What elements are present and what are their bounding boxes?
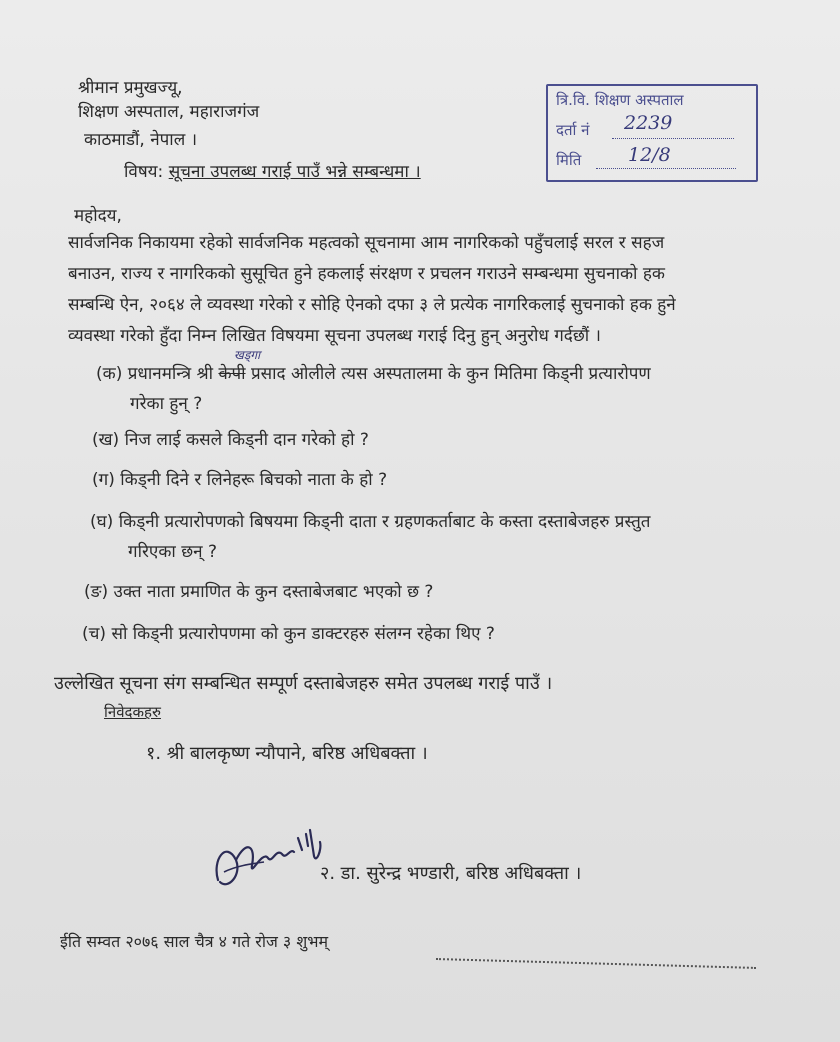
question-gha-label: (घ) <box>90 512 114 532</box>
address-line-3: काठमाडौं, नेपाल । <box>84 130 198 150</box>
question-gha-cont: गरिएका छन् ? <box>128 542 217 562</box>
question-ka-label: (क) <box>96 364 123 384</box>
question-ga <box>92 468 387 492</box>
stamp-miti-label: मिति <box>556 151 582 169</box>
question-nga <box>84 580 433 604</box>
question-ka <box>96 362 651 386</box>
body-line-3: सम्बन्धि ऐन, २०६४ ले व्यवस्था गरेको र सोहि ऐनको दफा ३ ले प्रत्येक नागरिकलाई सुचनाको हक हुने <box>68 295 676 315</box>
subject-text: सूचना उपलब्ध गराई पाउँ भन्ने सम्बन्धमा । <box>168 162 421 182</box>
question-gha-text: किड्नी प्रत्यारोपणको बिषयमा किड्नी दाता र ग्रहणकर्ताबाट के कस्ता दस्ताबेजहरु प्रस्तुत <box>118 512 651 532</box>
subject-line <box>124 160 421 184</box>
stamp-title: त्रि.वि. शिक्षण अस्पताल <box>556 91 684 109</box>
question-ka-pre: प्रधानमन्त्रि श्री <box>127 364 214 384</box>
question-cha <box>82 622 495 646</box>
body-line-4: व्यवस्था गरेको हुँदा निम्न लिखित विषयमा सूचना उपलब्ध गराई दिनु हुन् अनुरोध गर्दछौं । <box>68 326 602 346</box>
applicants-heading: निवेदकहरु <box>104 703 161 721</box>
stamp-dartaa-label: दर्ता नं <box>556 121 590 139</box>
question-nga-label: (ङ) <box>84 582 109 602</box>
salutation: महोदय, <box>74 206 122 226</box>
question-kha-label: (ख) <box>92 430 120 450</box>
question-ka-correction: खड्गा <box>234 348 261 362</box>
question-ga-text: किड्नी दिने र लिनेहरू बिचको नाता के हो ? <box>120 470 388 490</box>
stamp-miti-line <box>596 168 736 169</box>
applicant-2: २. डा. सुरेन्द्र भण्डारी, बरिष्ठ अधिबक्ता । <box>320 863 582 884</box>
stamp-dartaa-line <box>612 138 734 139</box>
question-cha-text: सो किड्नी प्रत्यारोपणमा को कुन डाक्टरहरु संलग्न रहेका थिए ? <box>111 624 495 644</box>
question-ka-struck: केपी <box>218 364 246 384</box>
question-kha-text: निज लाई कसले किड्नी दान गरेको हो ? <box>124 430 369 450</box>
address-line-1: श्रीमान प्रमुखज्यू, <box>78 78 183 98</box>
question-ga-label: (ग) <box>92 470 115 490</box>
closing-line: उल्लेखित सूचना संग सम्बन्धित सम्पूर्ण दस्ताबेजहरु समेत उपलब्ध गराई पाउँ । <box>54 673 553 694</box>
question-kha <box>92 428 369 452</box>
address-line-2: शिक्षण अस्पताल, महाराजगंज <box>78 102 260 122</box>
registration-stamp <box>546 84 758 182</box>
stamp-dartaa-value: 2239 <box>624 112 673 134</box>
question-ka-post: प्रसाद ओलीले त्यस अस्पतालमा के कुन मितिमा किड्नी प्रत्यारोपण <box>250 364 651 384</box>
applicant-1: १. श्री बालकृष्ण न्यौपाने, बरिष्ठ अधिबक्ता । <box>146 743 428 764</box>
stamp-miti-value: 12/8 <box>628 144 671 166</box>
question-nga-text: उक्त नाता प्रमाणित के कुन दस्ताबेजबाट भएको छ ? <box>113 582 434 602</box>
body-line-1: सार्वजनिक निकायमा रहेको सार्वजनिक महत्वको सूचनामा आम नागरिकको पहुँचलाई सरल र सहज <box>68 233 665 253</box>
question-cha-label: (च) <box>82 624 107 644</box>
question-ka-cont: गरेका हुन् ? <box>130 394 203 414</box>
question-gha <box>90 510 650 534</box>
date-line: ईति सम्वत २०७६ साल चैत्र ४ गते रोज ३ शुभम् <box>60 932 329 951</box>
subject-label: विषय: <box>124 162 164 182</box>
signature <box>206 820 326 900</box>
body-line-2: बनाउन, राज्य र नागरिकको सुसूचित हुने हकलाई संरक्षण र प्रचलन गराउने सम्बन्धमा सुचनाको हक <box>68 264 665 284</box>
date-dotted-line <box>436 958 756 969</box>
